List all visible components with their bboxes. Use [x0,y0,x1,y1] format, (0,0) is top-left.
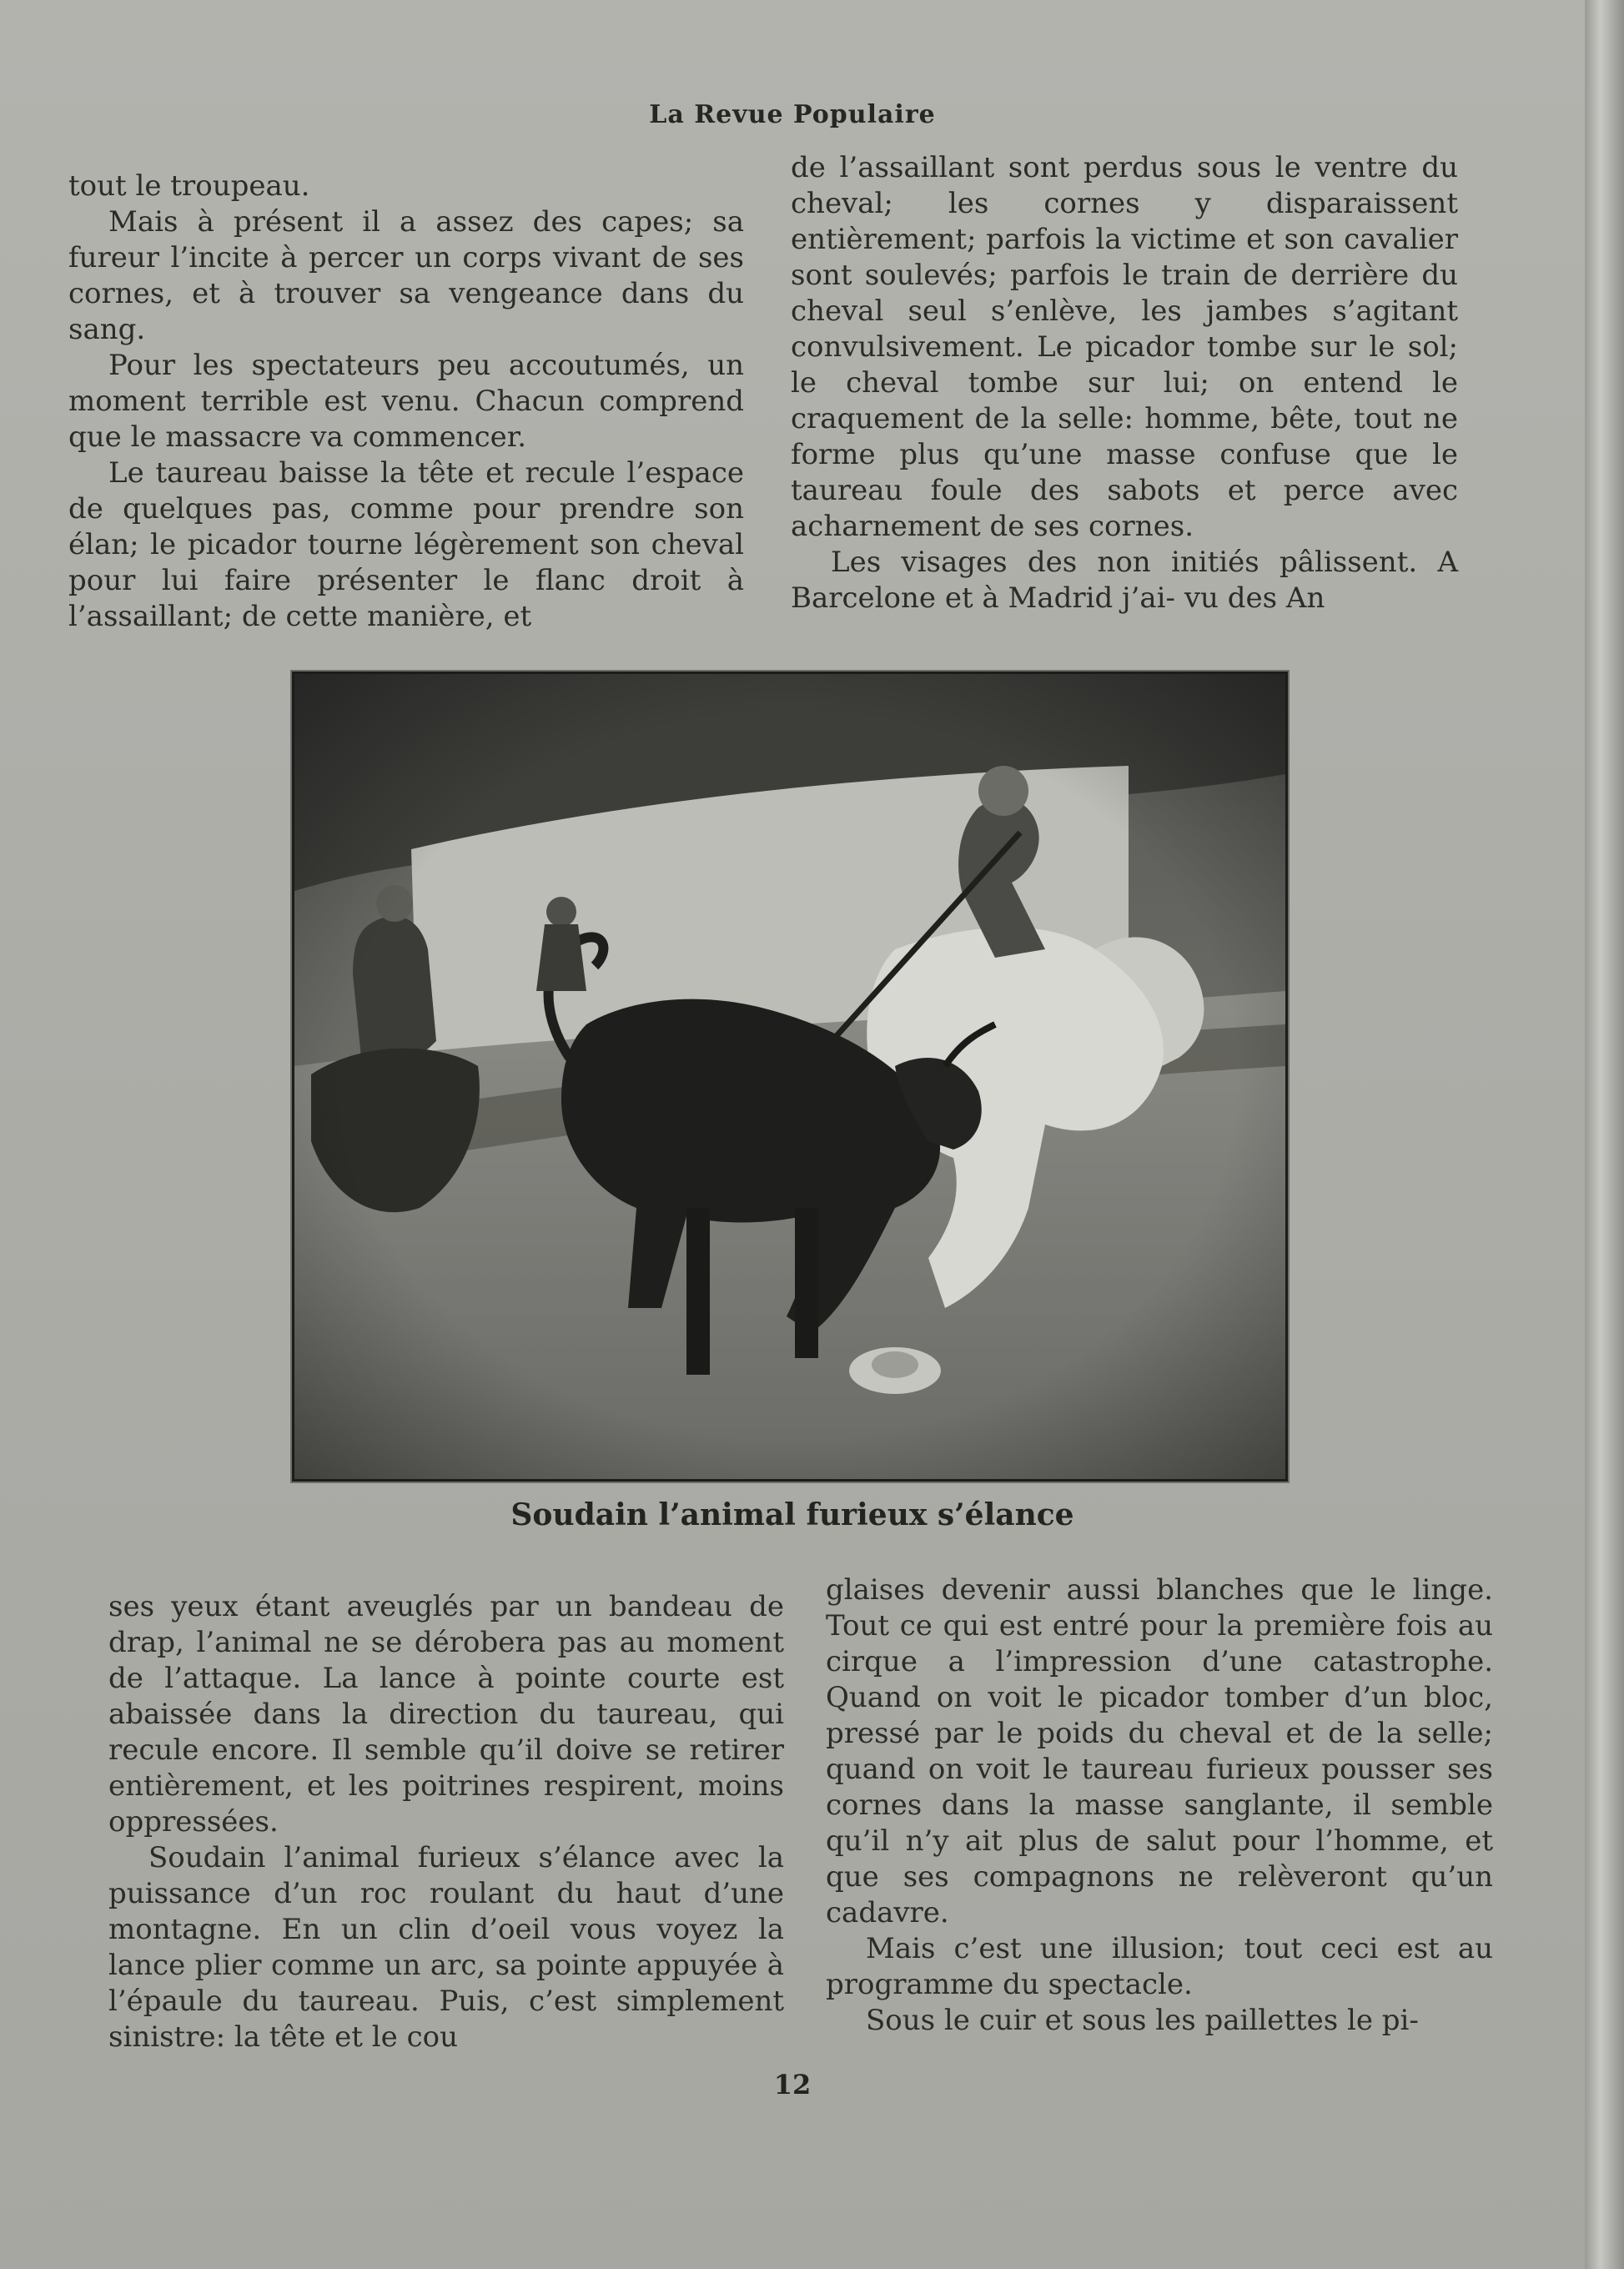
column-top-left [68,169,744,635]
column-bottom-right [826,1572,1493,2039]
paragraph: Les visages des non initiés pâlissent. A Barcelone et à Madrid j’ai- vu des An [791,546,1458,615]
paragraph: glaises devenir aussi blanches que le linge. Tout ce qui est entré pour la première fois au cirque a l’impression d’une catastrophe. Quand on voit le picador tomber d’un bloc, pressé par le poids du cheval et de la selle; quand on voit le taureau furieux pousser ses cornes dans la masse sanglante, il semble qu’il n’y ait plus de salut pour l’homme, et que ses compagnons ne relèveront qu’un cadavre. [826,1573,1493,1929]
paragraph: de l’assaillant sont perdus sous le ventre du cheval; les cornes y disparaissent entièrement; parfois la victime et son cavalier sont soulevés; parfois le train de derrière du cheval seul s’enlève, les jambes s’agitant convulsivement. Le picador tombe sur le sol; le cheval tombe sur lui; on entend le craquement de la selle: homme, bête, tout ne forme plus qu’une masse confuse que le taureau foule des sabots et perce avec acharnement de ses cornes. [791,151,1458,543]
paragraph: Sous le cuir et sous les paillettes le pi- [866,2004,1419,2037]
paragraph: Mais c’est une illusion; tout ceci est au programme du spectacle. [826,1932,1493,2001]
page-edge [1585,0,1624,2269]
column-top-right [791,150,1458,616]
running-title: La Revue Populaire [649,100,936,129]
paragraph: Mais à présent il a assez des capes; sa fureur l’incite à percer un corps vivant de ses cornes, et à trouver sa vengeance dans du sang. [68,205,744,346]
paragraph: Le taureau baisse la tête et recule l’espace de quelques pas, comme pour prendre son élan; le picador tourne légèrement son cheval pour lui faire présenter le flanc droit à l’assaillant; de cette manière, et [68,456,744,633]
figure-caption: Soudain l’animal furieux s’élance [510,1497,1074,1532]
paragraph: tout le troupeau. [68,169,310,203]
paragraph: Pour les spectateurs peu accoutumés, un moment terrible est venu. Chacun comprend que le massacre va commencer. [68,349,744,454]
paragraph: Soudain l’animal furieux s’élance avec la puissance d’un roc roulant du haut d’une montagne. En un clin d’oeil vous voyez la lance plier comme un arc, sa pointe appuyée à l’épaule du taureau. Puis, c’est simplement sinistre: la tête et le cou [108,1841,784,2054]
paragraph: ses yeux étant aveuglés par un bandeau de drap, l’animal ne se dérobera pas au moment de l’attaque. La lance à pointe courte est abaissée dans la direction du taureau, qui recule encore. Il semble qu’il doive se retirer entièrement, et les poitrines respirent, moins oppressées. [108,1590,784,1839]
photo-illustration [294,674,1285,1479]
bullfight-photograph [292,672,1288,1482]
column-bottom-left [108,1589,784,2055]
page-number: 12 [773,2069,812,2100]
